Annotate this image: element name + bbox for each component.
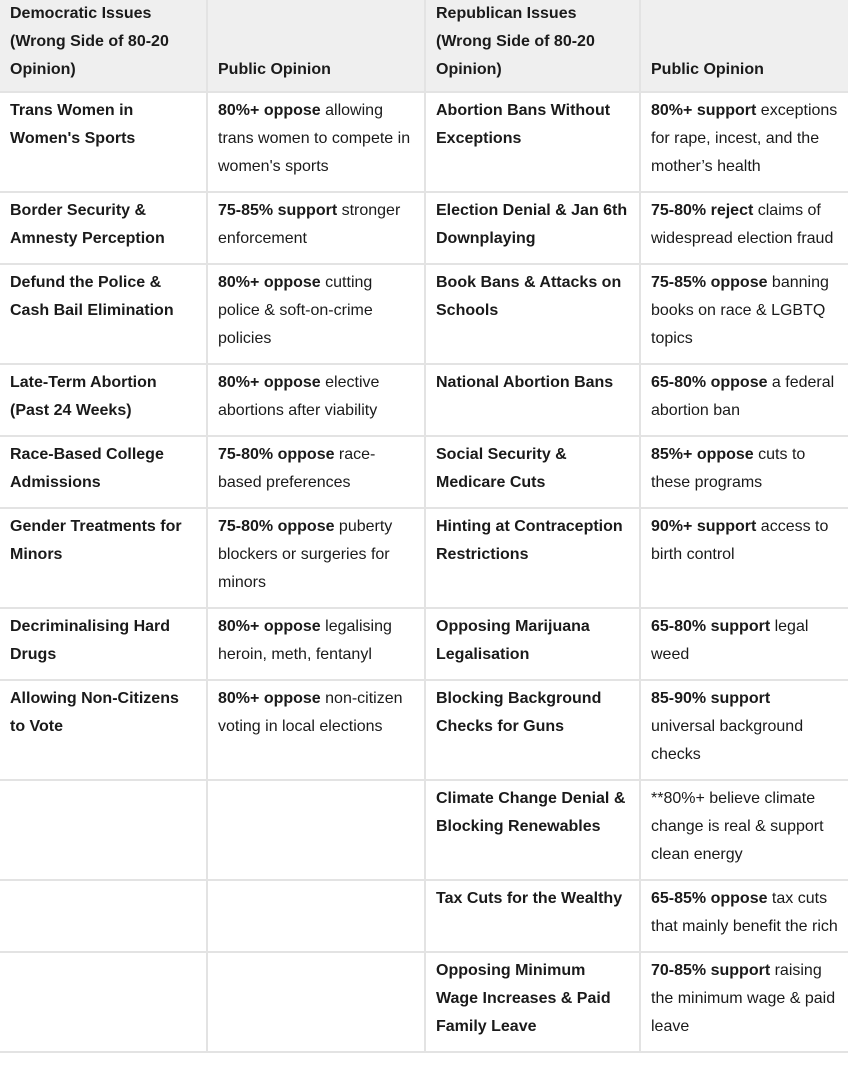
dem-opinion-text: stronger enforcement xyxy=(218,202,401,247)
rep-opinion-text: raising the minimum wage & paid leave xyxy=(651,962,836,1035)
dem-opinion-text: race-based preferences xyxy=(218,446,376,491)
dem-opinion-stat: 80%+ oppose xyxy=(218,374,321,391)
rep-opinion-text: access to birth control xyxy=(651,518,829,563)
dem-issue-cell: Border Security & Amnesty Perception xyxy=(0,192,207,264)
table-row xyxy=(0,508,848,608)
header-rep-opinion: Public Opinion xyxy=(640,0,848,92)
table-row xyxy=(0,780,848,880)
dem-opinion-text: non-citizen voting in local elections xyxy=(218,690,403,735)
table-body xyxy=(0,92,848,1052)
rep-opinion-cell xyxy=(640,264,848,364)
rep-opinion-stat: 75-85% oppose xyxy=(651,274,768,291)
dem-opinion-stat: 75-85% support xyxy=(218,202,338,219)
dem-opinion-stat: 75-80% oppose xyxy=(218,446,335,463)
dem-opinion-stat: 80%+ oppose xyxy=(218,102,321,119)
rep-opinion-stat: 75-80% reject xyxy=(651,202,754,219)
dem-opinion-cell xyxy=(207,508,425,608)
dem-issue-cell: Decriminalising Hard Drugs xyxy=(0,608,207,680)
dem-opinion-cell xyxy=(207,92,425,192)
rep-opinion-text: universal background checks xyxy=(651,718,804,763)
rep-opinion-text: cuts to these programs xyxy=(651,446,806,491)
rep-opinion-text: exceptions for rape, incest, and the mother’s health xyxy=(651,102,838,175)
rep-opinion-text: tax cuts that mainly benefit the rich xyxy=(651,890,838,935)
dem-issue-cell: Trans Women in Women's Sports xyxy=(0,92,207,192)
dem-opinion-text: cutting police & soft-on-crime policies xyxy=(218,274,373,347)
dem-opinion-text: elective abortions after viability xyxy=(218,374,380,419)
rep-opinion-cell xyxy=(640,364,848,436)
rep-opinion-cell xyxy=(640,92,848,192)
rep-opinion-cell xyxy=(640,680,848,780)
dem-opinion-text: legalising heroin, meth, fentanyl xyxy=(218,618,392,663)
dem-opinion-stat: 80%+ oppose xyxy=(218,274,321,291)
rep-issue-cell: Election Denial & Jan 6th Downplaying xyxy=(425,192,640,264)
rep-opinion-cell xyxy=(640,192,848,264)
header-row xyxy=(0,0,848,92)
dem-opinion-cell xyxy=(207,952,425,1052)
rep-opinion-cell xyxy=(640,780,848,880)
rep-opinion-stat: 85-90% support xyxy=(651,690,771,707)
dem-opinion-cell xyxy=(207,264,425,364)
rep-opinion-cell xyxy=(640,608,848,680)
rep-opinion-cell xyxy=(640,508,848,608)
rep-opinion-stat: 90%+ support xyxy=(651,518,757,535)
dem-issue-cell xyxy=(0,780,207,880)
rep-opinion-stat: 65-80% oppose xyxy=(651,374,768,391)
dem-issue-cell: Race-Based College Admissions xyxy=(0,436,207,508)
rep-issue-cell: Opposing Marijuana Legalisation xyxy=(425,608,640,680)
dem-issue-cell xyxy=(0,952,207,1052)
rep-issue-cell: Abortion Bans Without Exceptions xyxy=(425,92,640,192)
dem-opinion-text: puberty blockers or surgeries for minors xyxy=(218,518,393,591)
rep-opinion-stat: 65-85% oppose xyxy=(651,890,768,907)
table-row xyxy=(0,608,848,680)
rep-opinion-text: claims of widespread election fraud xyxy=(651,202,834,247)
table-row xyxy=(0,680,848,780)
dem-issue-cell: Late-Term Abortion (Past 24 Weeks) xyxy=(0,364,207,436)
table-row xyxy=(0,192,848,264)
rep-opinion-text: banning books on race & LGBTQ topics xyxy=(651,274,829,347)
rep-opinion-cell xyxy=(640,880,848,952)
rep-opinion-text: **80%+ believe climate change is real & support clean energy xyxy=(651,790,824,863)
dem-opinion-cell xyxy=(207,436,425,508)
rep-opinion-text: a federal abortion ban xyxy=(651,374,835,419)
dem-opinion-cell xyxy=(207,780,425,880)
header-rep-issues: Republican Issues (Wrong Side of 80-20 Opinion) xyxy=(425,0,640,92)
dem-opinion-cell xyxy=(207,880,425,952)
table-row xyxy=(0,364,848,436)
dem-opinion-text: allowing trans women to compete in women's sports xyxy=(218,102,411,175)
dem-issue-cell xyxy=(0,880,207,952)
rep-issue-cell: National Abortion Bans xyxy=(425,364,640,436)
rep-issue-cell: Social Security & Medicare Cuts xyxy=(425,436,640,508)
rep-issue-cell: Opposing Minimum Wage Increases & Paid Family Leave xyxy=(425,952,640,1052)
dem-opinion-stat: 75-80% oppose xyxy=(218,518,335,535)
dem-opinion-stat: 80%+ oppose xyxy=(218,618,321,635)
header-dem-issues: Democratic Issues (Wrong Side of 80-20 Opinion) xyxy=(0,0,207,92)
table-row xyxy=(0,880,848,952)
rep-opinion-cell xyxy=(640,952,848,1052)
rep-issue-cell: Book Bans & Attacks on Schools xyxy=(425,264,640,364)
dem-opinion-cell xyxy=(207,364,425,436)
dem-opinion-stat: 80%+ oppose xyxy=(218,690,321,707)
table-row xyxy=(0,264,848,364)
rep-issue-cell: Blocking Background Checks for Guns xyxy=(425,680,640,780)
dem-opinion-cell xyxy=(207,192,425,264)
table-row xyxy=(0,436,848,508)
rep-opinion-cell xyxy=(640,436,848,508)
rep-issue-cell: Hinting at Contraception Restrictions xyxy=(425,508,640,608)
header-dem-opinion: Public Opinion xyxy=(207,0,425,92)
dem-issue-cell: Allowing Non-Citizens to Vote xyxy=(0,680,207,780)
dem-opinion-cell xyxy=(207,608,425,680)
dem-opinion-cell xyxy=(207,680,425,780)
rep-opinion-stat: 80%+ support xyxy=(651,102,757,119)
rep-opinion-stat: 85%+ oppose xyxy=(651,446,754,463)
rep-opinion-stat: 65-80% support xyxy=(651,618,771,635)
rep-issue-cell: Tax Cuts for the Wealthy xyxy=(425,880,640,952)
dem-issue-cell: Gender Treatments for Minors xyxy=(0,508,207,608)
rep-opinion-stat: 70-85% support xyxy=(651,962,771,979)
rep-issue-cell: Climate Change Denial & Blocking Renewables xyxy=(425,780,640,880)
table-row xyxy=(0,952,848,1052)
table-row xyxy=(0,92,848,192)
dem-issue-cell: Defund the Police & Cash Bail Elimination xyxy=(0,264,207,364)
rep-opinion-text: legal weed xyxy=(651,618,809,663)
